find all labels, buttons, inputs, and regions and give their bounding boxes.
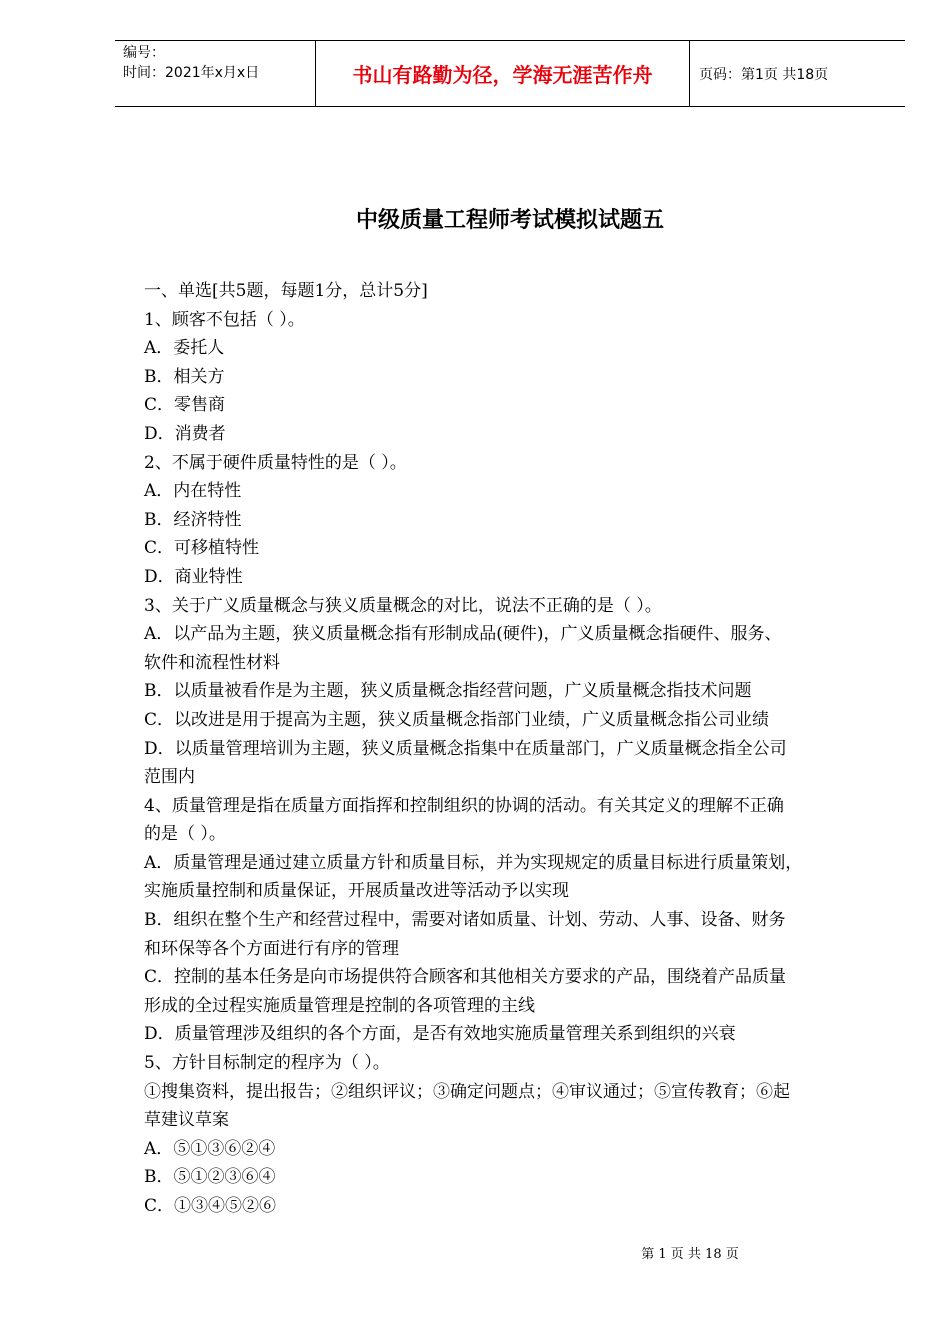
answer-option: C．控制的基本任务是向市场提供符合顾客和其他相关方要求的产品，围绕着产品质量: [144, 967, 787, 988]
header-page-info: 页码：第1页 共18页: [699, 67, 829, 83]
answer-option: B．以质量被看作是为主题，狭义质量概念指经营问题，广义质量概念指技术问题: [144, 681, 752, 702]
document-body: [144, 277, 879, 1221]
answer-option: D．质量管理涉及组织的各个方面，是否有效地实施质量管理关系到组织的兴衰: [144, 1024, 736, 1045]
question-text: 2、不属于硬件质量特性的是（ ）。: [144, 452, 407, 473]
number-label: 编号：: [123, 45, 165, 61]
question-text: 5、方针目标制定的程序为（ ）。: [144, 1053, 390, 1074]
answer-option-continued: 实施质量控制和质量保证，开展质量改进等活动予以实现: [144, 881, 569, 902]
answer-option-continued: 形成的全过程实施质量管理是控制的各项管理的主线: [144, 995, 535, 1016]
question-text: 4、质量管理是指在质量方面指挥和控制组织的协调的活动。有关其定义的理解不正确: [144, 795, 784, 816]
answer-option: A．委托人: [144, 338, 225, 359]
question-steps-continued: 草建议草案: [144, 1110, 229, 1131]
header-motto: 书山有路勤为径，学海无涯苦作舟: [352, 63, 653, 87]
question-text-continued: 的是（ ）。: [144, 824, 226, 845]
answer-option: B．相关方: [144, 366, 225, 387]
question-steps: ①搜集资料，提出报告；②组织评议；③确定问题点；④审议通过；⑤宣传教育；⑥起: [144, 1081, 790, 1102]
answer-option: B．⑤①②③⑥④: [144, 1167, 276, 1188]
answer-option-continued: 和环保等各个方面进行有序的管理: [144, 938, 399, 959]
answer-option: C．可移植特性: [144, 538, 260, 559]
answer-option: C．以改进是用于提高为主题，狭义质量概念指部门业绩，广义质量概念指公司业绩: [144, 709, 770, 730]
answer-option: D．商业特性: [144, 566, 243, 587]
answer-option: C．零售商: [144, 395, 226, 416]
section-heading: 一、单选[共5题，每题1分，总计5分]: [144, 281, 428, 301]
page-footer: 第 1 页 共 18 页: [641, 1247, 739, 1262]
answer-option: D．消费者: [144, 423, 226, 444]
answer-option: A．⑤①③⑥②④: [144, 1138, 276, 1159]
question-text: 3、关于广义质量概念与狭义质量概念的对比，说法不正确的是（ ）。: [144, 595, 662, 616]
answer-option: B．组织在整个生产和经营过程中，需要对诸如质量、计划、劳动、人事、设备、财务: [144, 910, 786, 931]
page-header: [115, 40, 905, 107]
question-text: 1、顾客不包括（ ）。: [144, 309, 305, 330]
answer-option-continued: 范围内: [144, 767, 195, 788]
answer-option: B．经济特性: [144, 509, 242, 530]
answer-option: A．内在特性: [144, 481, 242, 502]
answer-option: D．以质量管理培训为主题，狭义质量概念指集中在质量部门，广义质量概念指全公司: [144, 738, 787, 759]
answer-option: A．质量管理是通过建立质量方针和质量目标，并为实现规定的质量目标进行质量策划，: [144, 852, 803, 873]
document-title: 中级质量工程师考试模拟试题五: [355, 208, 664, 233]
time-label: 时间：2021年x月x日: [123, 65, 260, 81]
header-divider: [689, 41, 690, 107]
answer-option: C．①③④⑤②⑥: [144, 1196, 277, 1216]
answer-option: A．以产品为主题，狭义质量概念指有形制成品(硬件)，广义质量概念指硬件、服务、: [144, 624, 782, 645]
header-meta: [123, 43, 259, 83]
answer-option-continued: 软件和流程性材料: [144, 652, 280, 673]
